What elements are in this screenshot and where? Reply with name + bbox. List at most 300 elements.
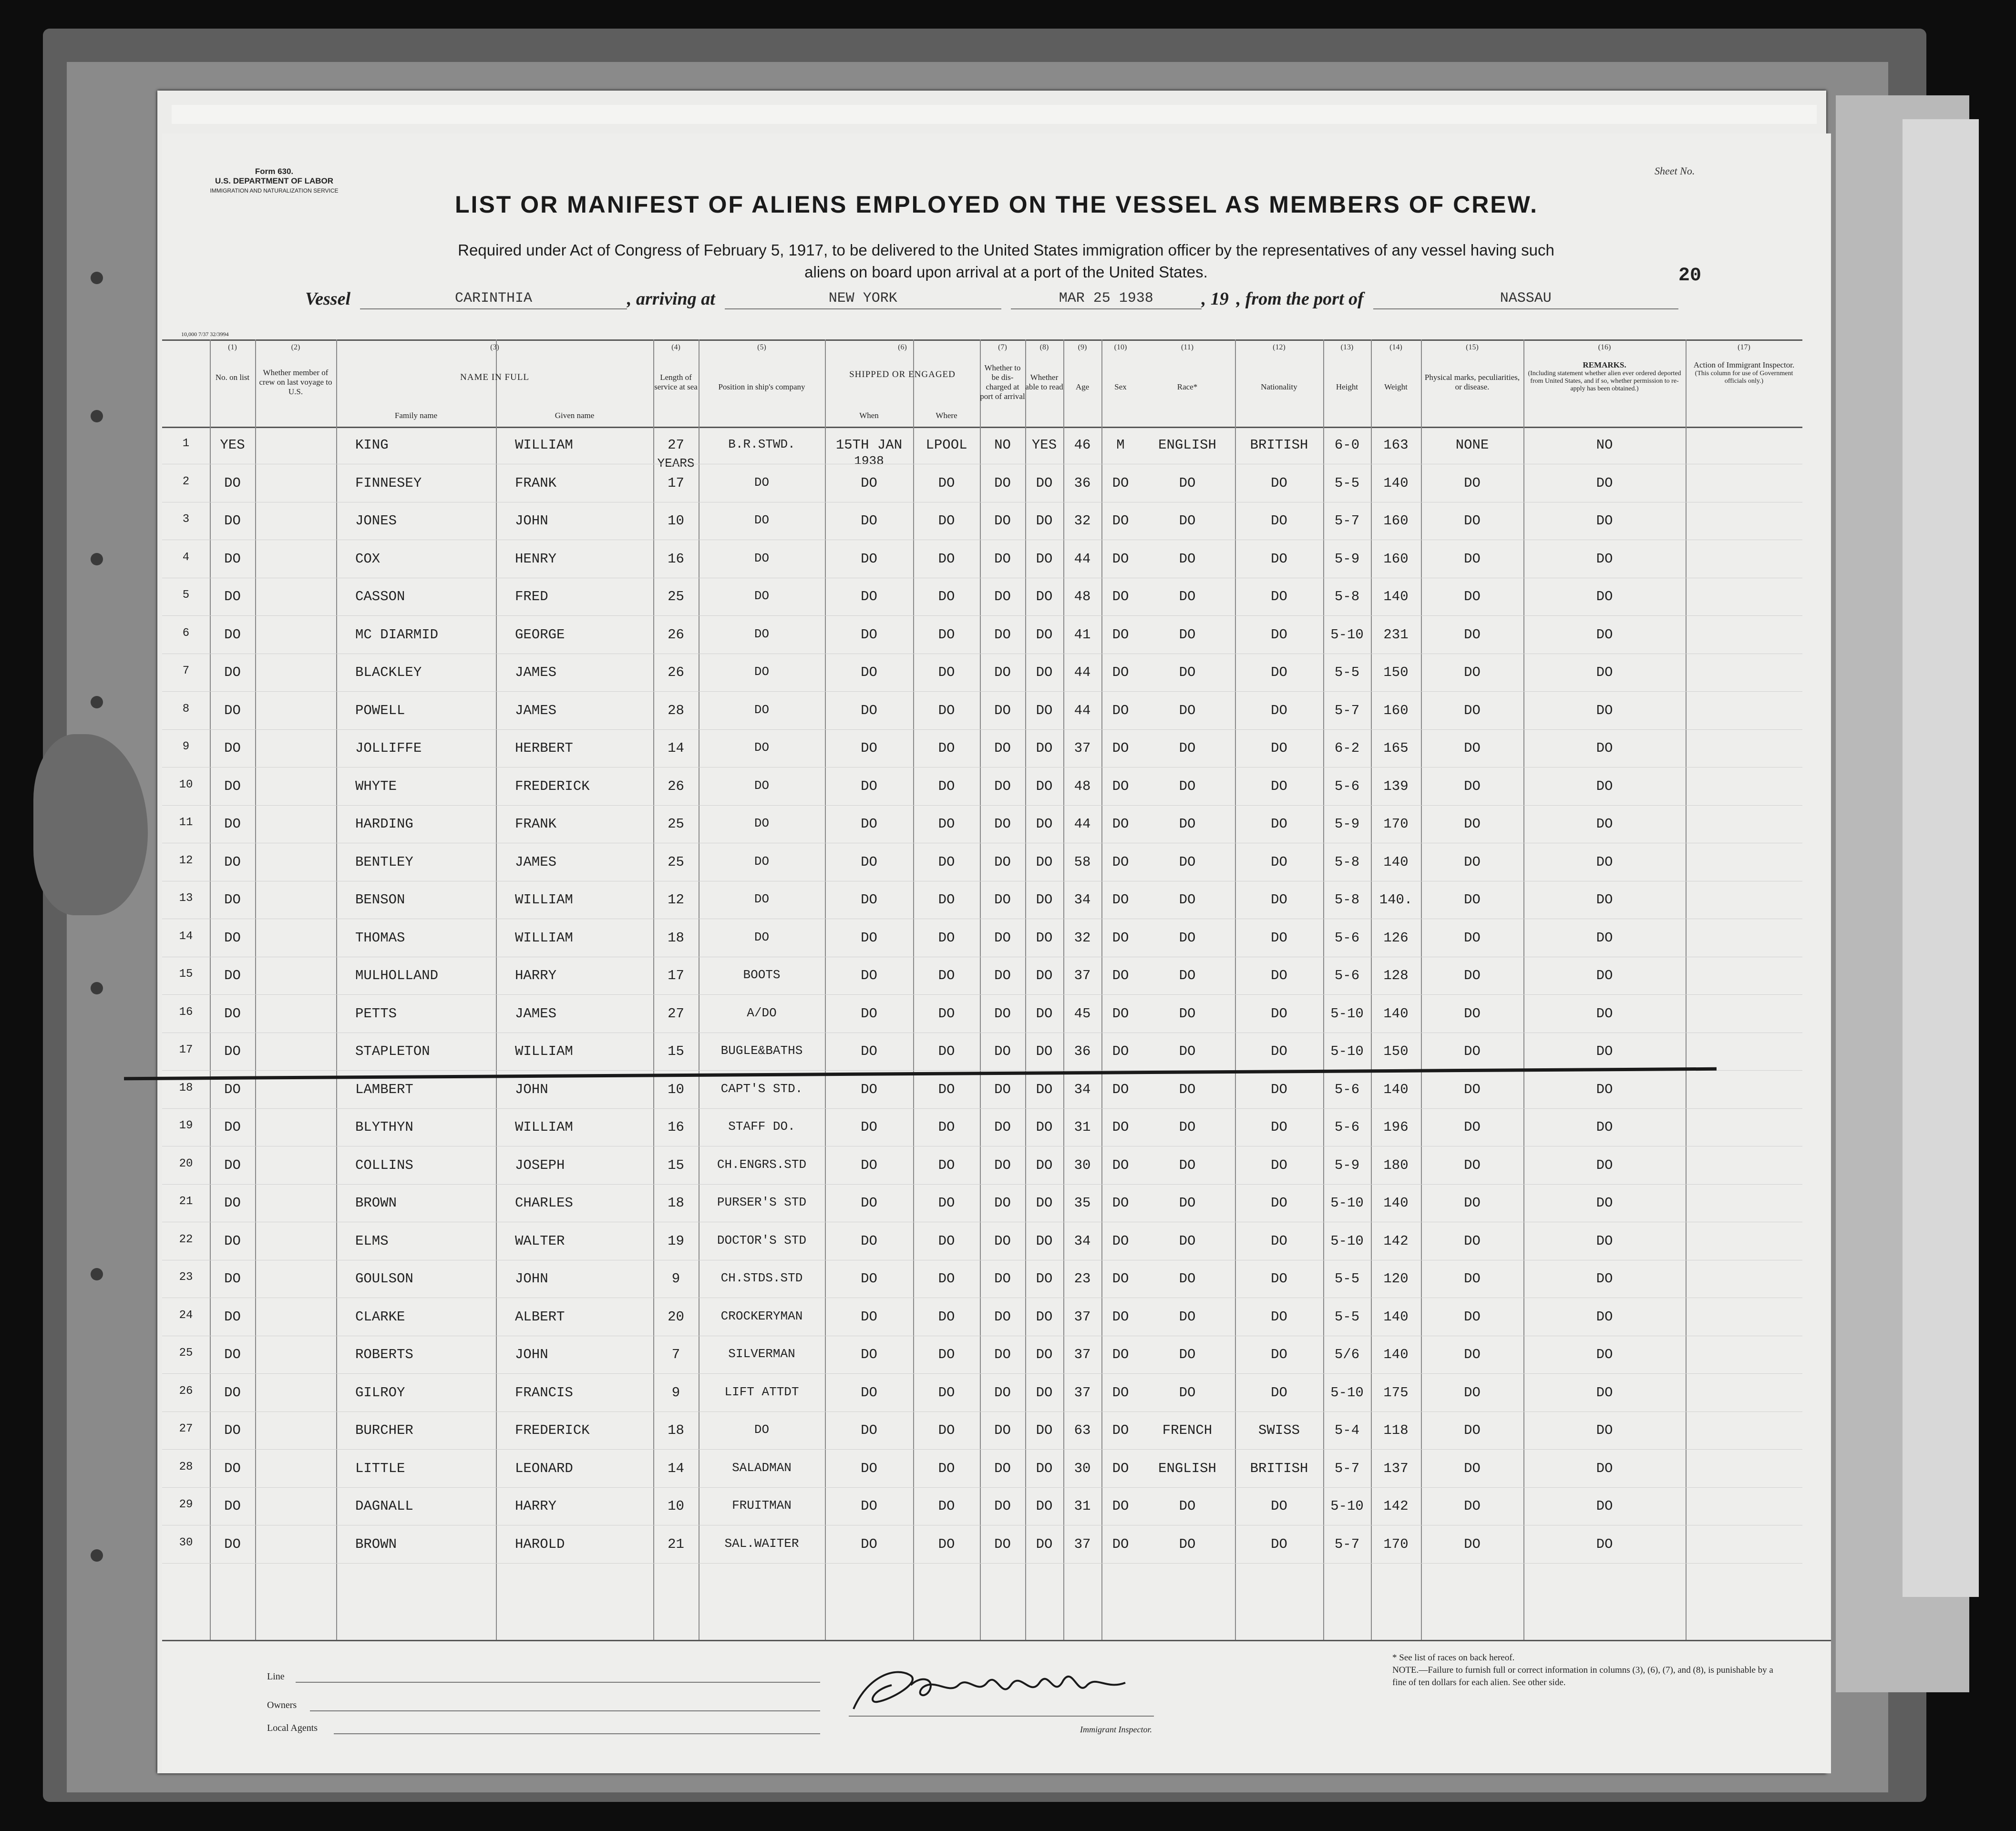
when-cell: DO — [861, 1422, 877, 1438]
race-cell: DO — [1179, 589, 1196, 604]
read-cell: DO — [1036, 1309, 1053, 1325]
service-name: IMMIGRATION AND NATURALIZATION SERVICE — [210, 187, 339, 194]
year-1938-marker: 1938 — [854, 454, 884, 468]
vessel-name: CARINTHIA — [360, 290, 627, 309]
where-cell: DO — [938, 930, 955, 946]
given-name-cell: FREDERICK — [515, 778, 590, 794]
row-number: 9 — [182, 740, 190, 753]
row-number: 30 — [179, 1536, 193, 1549]
weight-cell: 140 — [1383, 1005, 1409, 1022]
read-cell: DO — [1036, 930, 1053, 946]
nationality-cell: DO — [1271, 513, 1287, 529]
where-cell: DO — [938, 1195, 955, 1211]
race-cell: DO — [1179, 1271, 1196, 1287]
physical-cell: DO — [1464, 1536, 1481, 1552]
nationality-cell: DO — [1271, 475, 1287, 491]
length-cell: 10 — [668, 1081, 684, 1097]
position-cell: CH.ENGRS.STD — [717, 1157, 807, 1172]
col-header-family: Family name — [394, 411, 438, 420]
member-cell: DO — [224, 1384, 241, 1401]
position-cell: CAPT'S STD. — [720, 1081, 803, 1096]
physical-cell: DO — [1464, 1195, 1481, 1211]
action-title: Action of Immigrant Inspector. — [1693, 360, 1795, 369]
sex-cell: DO — [1112, 1233, 1129, 1249]
age-cell: 36 — [1074, 475, 1091, 491]
col-header-member: Whether member of crew on last voyage to U.S. — [259, 368, 332, 396]
when-cell: DO — [861, 854, 877, 870]
remarks-cell: DO — [1596, 626, 1613, 643]
col-header-read: Whether able to read — [1025, 373, 1063, 391]
col-num: (6) — [898, 343, 907, 351]
nationality-cell: DO — [1271, 892, 1287, 908]
weight-cell: 160 — [1383, 513, 1409, 529]
given-name-cell: JOHN — [515, 1081, 548, 1097]
member-cell: DO — [224, 1536, 241, 1552]
length-cell: 28 — [668, 702, 684, 718]
height-cell: 5-6 — [1334, 1081, 1360, 1097]
age-cell: 45 — [1074, 1005, 1091, 1022]
remarks-cell: DO — [1596, 1271, 1613, 1287]
read-cell: DO — [1036, 1460, 1053, 1476]
nationality-cell: DO — [1271, 1271, 1287, 1287]
physical-cell: DO — [1464, 475, 1481, 491]
years-marker: YEARS — [657, 456, 695, 471]
weight-cell: 139 — [1383, 778, 1409, 794]
age-cell: 32 — [1074, 513, 1091, 529]
physical-cell: DO — [1464, 1384, 1481, 1401]
family-name-cell: COX — [355, 551, 381, 567]
sex-cell: DO — [1112, 1157, 1129, 1173]
race-cell: DO — [1179, 626, 1196, 643]
remarks-note: (Including statement whether alien ever ordered deported from United States, and if so, whether permission to re-apply has been obtained.) — [1528, 370, 1681, 392]
binder-hole — [91, 696, 103, 708]
nationality-cell: DO — [1271, 1119, 1287, 1135]
where-cell: DO — [938, 1119, 955, 1135]
crew-table — [162, 339, 1802, 1641]
read-cell: DO — [1036, 665, 1053, 680]
col-header-race: Race* — [1177, 382, 1198, 391]
length-cell: 25 — [668, 589, 684, 604]
nationality-cell: DO — [1271, 551, 1287, 567]
table-row — [162, 806, 1802, 843]
position-cell: DO — [754, 778, 770, 793]
sex-cell: DO — [1112, 513, 1129, 529]
sex-cell: DO — [1112, 1460, 1129, 1476]
remarks-cell: DO — [1596, 702, 1613, 718]
binder-hole — [91, 410, 103, 422]
col-num: (9) — [1078, 343, 1087, 351]
sex-cell: DO — [1112, 740, 1129, 756]
weight-cell: 142 — [1383, 1498, 1409, 1514]
length-cell: 17 — [668, 475, 684, 491]
race-cell: DO — [1179, 854, 1196, 870]
height-cell: 5-10 — [1330, 626, 1364, 643]
given-name-cell: CHARLES — [515, 1195, 573, 1211]
when-cell: DO — [861, 1081, 877, 1097]
given-name-cell: WILLIAM — [515, 1043, 573, 1059]
read-cell: DO — [1036, 475, 1053, 491]
race-cell: DO — [1179, 892, 1196, 908]
col-num: (13) — [1340, 343, 1354, 351]
discharged-cell: DO — [994, 665, 1011, 680]
col-num: (5) — [757, 343, 766, 351]
local-agents-label: Local Agents — [267, 1723, 318, 1733]
height-cell: 5-10 — [1330, 1384, 1364, 1401]
discharged-cell: DO — [994, 1309, 1011, 1325]
discharged-cell: DO — [994, 1422, 1011, 1438]
table-row — [162, 692, 1802, 730]
row-number: 1 — [182, 437, 190, 450]
col-header-shipped: SHIPPED OR ENGAGED — [849, 369, 956, 379]
physical-cell: DO — [1464, 551, 1481, 567]
nationality-cell: DO — [1271, 1233, 1287, 1249]
height-cell: 5-6 — [1334, 1119, 1360, 1135]
binder-hole — [91, 1549, 103, 1562]
where-cell: DO — [938, 1347, 955, 1362]
row-number: 18 — [179, 1081, 193, 1095]
binder-hole — [91, 982, 103, 994]
when-cell: DO — [861, 513, 877, 529]
given-name-cell: WILLIAM — [515, 1119, 573, 1135]
length-cell: 18 — [668, 1195, 684, 1211]
discharged-cell: DO — [994, 1347, 1011, 1362]
discharged-cell: DO — [994, 475, 1011, 491]
discharged-cell: DO — [994, 513, 1011, 529]
discharged-cell: DO — [994, 968, 1011, 983]
discharged-cell: DO — [994, 1043, 1011, 1059]
binder-hole — [91, 272, 103, 284]
height-cell: 6-0 — [1334, 437, 1360, 453]
given-name-cell: HAROLD — [515, 1536, 565, 1552]
age-cell: 63 — [1074, 1422, 1091, 1438]
position-cell: CROCKERYMAN — [720, 1309, 803, 1323]
remarks-cell: DO — [1596, 1384, 1613, 1401]
member-cell: DO — [224, 702, 241, 718]
print-code: 10,000 7/37 32/3994 — [181, 331, 229, 338]
given-name-cell: WILLIAM — [515, 892, 573, 908]
age-cell: 46 — [1074, 437, 1091, 453]
physical-cell: DO — [1464, 1081, 1481, 1097]
given-name-cell: HARRY — [515, 1498, 557, 1514]
discharged-cell: DO — [994, 892, 1011, 908]
physical-cell: DO — [1464, 892, 1481, 908]
age-cell: 31 — [1074, 1498, 1091, 1514]
read-cell: DO — [1036, 1271, 1053, 1287]
nationality-cell: DO — [1271, 1384, 1287, 1401]
given-name-cell: JOHN — [515, 513, 548, 529]
position-cell: A/DO — [747, 1005, 777, 1020]
document-subtitle — [334, 239, 1678, 283]
col-num: (2) — [291, 343, 300, 351]
length-cell: 9 — [671, 1271, 680, 1287]
subtitle-line-1: Required under Act of Congress of February 5, 1917, to be delivered to the United States immigration officer by the representatives of any vessel having such — [458, 241, 1554, 259]
nationality-cell: DO — [1271, 1081, 1287, 1097]
member-cell: DO — [224, 1157, 241, 1173]
position-cell: DO — [754, 551, 770, 565]
age-cell: 37 — [1074, 1309, 1091, 1325]
where-cell: DO — [938, 665, 955, 680]
member-cell: DO — [224, 1195, 241, 1211]
family-name-cell: COLLINS — [355, 1157, 413, 1173]
col-header-no: No. on list — [215, 373, 250, 382]
col-header-sex: Sex — [1114, 382, 1127, 391]
col-header-action — [1686, 360, 1802, 385]
race-cell: DO — [1179, 513, 1196, 529]
when-cell: DO — [861, 665, 877, 680]
weight-cell: 160 — [1383, 702, 1409, 718]
weight-cell: 140 — [1383, 589, 1409, 604]
when-cell: DO — [861, 702, 877, 718]
sex-cell: DO — [1112, 1309, 1129, 1325]
given-name-cell: FRANCIS — [515, 1384, 573, 1401]
position-cell: DO — [754, 513, 770, 527]
col-header-given: Given name — [555, 411, 595, 420]
family-name-cell: KING — [355, 437, 389, 453]
arrival-date: MAR 25 1938 — [1011, 290, 1202, 309]
discharged-cell: DO — [994, 816, 1011, 832]
remarks-cell: DO — [1596, 1347, 1613, 1362]
where-cell: DO — [938, 1233, 955, 1249]
length-cell: 20 — [668, 1309, 684, 1325]
member-cell: DO — [224, 1271, 241, 1287]
nationality-cell: DO — [1271, 816, 1287, 832]
age-cell: 30 — [1074, 1460, 1091, 1476]
action-note: (This column for use of Government officials only.) — [1695, 370, 1793, 385]
where-cell: DO — [938, 816, 955, 832]
row-number: 8 — [182, 702, 190, 716]
sex-cell: DO — [1112, 1347, 1129, 1362]
weight-cell: 231 — [1383, 626, 1409, 643]
physical-cell: DO — [1464, 702, 1481, 718]
row-number: 2 — [182, 475, 190, 488]
table-row — [162, 541, 1802, 578]
nationality-cell: DO — [1271, 854, 1287, 870]
length-cell: 16 — [668, 551, 684, 567]
when-cell: DO — [861, 1347, 877, 1362]
row-number: 16 — [179, 1005, 193, 1019]
col-header-height: Height — [1336, 382, 1358, 391]
age-cell: 37 — [1074, 968, 1091, 983]
length-cell: 15 — [668, 1157, 684, 1173]
where-cell: DO — [938, 551, 955, 567]
age-cell: 48 — [1074, 589, 1091, 604]
when-cell: DO — [861, 740, 877, 756]
row-number: 4 — [182, 551, 190, 564]
where-cell: DO — [938, 892, 955, 908]
weight-cell: 150 — [1383, 665, 1409, 680]
weight-cell: 128 — [1383, 968, 1409, 983]
family-name-cell: BLYTHYN — [355, 1119, 413, 1135]
discharged-cell: NO — [994, 437, 1011, 453]
sex-cell: DO — [1112, 475, 1129, 491]
nationality-cell: DO — [1271, 1005, 1287, 1022]
col-header-remarks — [1523, 360, 1686, 393]
col-num: (3) — [490, 343, 499, 351]
when-cell: DO — [861, 1498, 877, 1514]
col-header-nationality: Nationality — [1261, 382, 1297, 391]
member-cell: DO — [224, 626, 241, 643]
row-number: 6 — [182, 626, 190, 640]
race-cell: DO — [1179, 1119, 1196, 1135]
read-cell: DO — [1036, 1157, 1053, 1173]
where-cell: DO — [938, 968, 955, 983]
read-cell: DO — [1036, 1422, 1053, 1438]
length-cell: 17 — [668, 968, 684, 983]
race-cell: DO — [1179, 1498, 1196, 1514]
age-cell: 37 — [1074, 1536, 1091, 1552]
length-cell: 9 — [671, 1384, 680, 1401]
discharged-cell: DO — [994, 551, 1011, 567]
physical-cell: DO — [1464, 1498, 1481, 1514]
height-cell: 5-6 — [1334, 968, 1360, 983]
sex-cell: DO — [1112, 1384, 1129, 1401]
race-cell: DO — [1179, 1233, 1196, 1249]
weight-cell: 165 — [1383, 740, 1409, 756]
position-cell: BUGLE&BATHS — [720, 1043, 803, 1058]
height-cell: 5-8 — [1334, 892, 1360, 908]
given-name-cell: FRANK — [515, 816, 557, 832]
member-cell: DO — [224, 1043, 241, 1059]
length-cell: 27 — [668, 1005, 684, 1022]
col-num: (7) — [998, 343, 1007, 351]
given-name-cell: JOHN — [515, 1347, 548, 1362]
table-row — [162, 1488, 1802, 1525]
when-cell: DO — [861, 892, 877, 908]
weight-cell: 120 — [1383, 1271, 1409, 1287]
sex-cell: DO — [1112, 1119, 1129, 1135]
age-cell: 34 — [1074, 892, 1091, 908]
col-header-weight: Weight — [1384, 382, 1408, 391]
col-header-length: Length of service at sea — [654, 373, 698, 391]
read-cell: DO — [1036, 1498, 1053, 1514]
height-cell: 5-10 — [1330, 1005, 1364, 1022]
where-cell: LPOOL — [926, 437, 967, 453]
race-cell: DO — [1179, 740, 1196, 756]
discharged-cell: DO — [994, 1195, 1011, 1211]
physical-cell: DO — [1464, 1271, 1481, 1287]
read-cell: DO — [1036, 778, 1053, 794]
member-cell: DO — [224, 1460, 241, 1476]
race-cell: DO — [1179, 1081, 1196, 1097]
when-cell: DO — [861, 778, 877, 794]
member-cell: DO — [224, 854, 241, 870]
weight-cell: 140 — [1383, 854, 1409, 870]
given-name-cell: WILLIAM — [515, 930, 573, 946]
sex-cell: DO — [1112, 816, 1129, 832]
col-header-when: When — [859, 411, 879, 420]
read-cell: DO — [1036, 740, 1053, 756]
read-cell: DO — [1036, 589, 1053, 604]
position-cell: DO — [754, 626, 770, 641]
col-num: (10) — [1114, 343, 1127, 351]
physical-cell: DO — [1464, 1043, 1481, 1059]
member-cell: DO — [224, 1347, 241, 1362]
family-name-cell: FINNESEY — [355, 475, 422, 491]
row-number: 12 — [179, 854, 193, 867]
remarks-cell: DO — [1596, 854, 1613, 870]
row-number: 7 — [182, 665, 190, 677]
length-cell: 10 — [668, 513, 684, 529]
given-name-cell: FRED — [515, 589, 548, 604]
remarks-cell: DO — [1596, 930, 1613, 946]
race-cell: DO — [1179, 551, 1196, 567]
nationality-cell: DO — [1271, 1043, 1287, 1059]
weight-cell: 196 — [1383, 1119, 1409, 1135]
discharged-cell: DO — [994, 1460, 1011, 1476]
row-number: 19 — [179, 1119, 193, 1132]
member-cell: DO — [224, 1005, 241, 1022]
row-number: 20 — [179, 1157, 193, 1170]
where-cell: DO — [938, 1157, 955, 1173]
physical-cell: DO — [1464, 778, 1481, 794]
table-row — [162, 1185, 1802, 1222]
when-cell: DO — [861, 1384, 877, 1401]
nationality-cell: DO — [1271, 1347, 1287, 1362]
col-num: (8) — [1039, 343, 1049, 351]
physical-cell: DO — [1464, 968, 1481, 983]
subtitle-line-2: aliens on board upon arrival at a port of the United States. — [804, 263, 1208, 281]
footer-notes — [1392, 1652, 1783, 1689]
race-cell: DO — [1179, 1005, 1196, 1022]
table-row — [162, 995, 1802, 1033]
race-cell: DO — [1179, 1384, 1196, 1401]
age-cell: 41 — [1074, 626, 1091, 643]
age-cell: 31 — [1074, 1119, 1091, 1135]
sex-cell: DO — [1112, 1536, 1129, 1552]
height-cell: 5-10 — [1330, 1195, 1364, 1211]
weight-cell: 170 — [1383, 1536, 1409, 1552]
remarks-cell: DO — [1596, 1157, 1613, 1173]
sex-cell: DO — [1112, 1498, 1129, 1514]
given-name-cell: JAMES — [515, 1005, 557, 1022]
where-cell: DO — [938, 1309, 955, 1325]
height-cell: 5-5 — [1334, 475, 1360, 491]
col-header-position: Position in ship's company — [718, 382, 805, 391]
where-cell: DO — [938, 513, 955, 529]
read-cell: YES — [1031, 437, 1057, 453]
sex-cell: DO — [1112, 968, 1129, 983]
position-cell: PURSER'S STD — [717, 1195, 807, 1209]
where-cell: DO — [938, 1081, 955, 1097]
family-name-cell: HARDING — [355, 816, 413, 832]
weight-cell: 150 — [1383, 1043, 1409, 1059]
nationality-cell: DO — [1271, 665, 1287, 680]
remarks-cell: DO — [1596, 1043, 1613, 1059]
where-cell: DO — [938, 626, 955, 643]
col-num: (15) — [1466, 343, 1479, 351]
arriving-port: NEW YORK — [725, 290, 1001, 309]
where-cell: DO — [938, 589, 955, 604]
weight-cell: 137 — [1383, 1460, 1409, 1476]
when-cell: DO — [861, 1536, 877, 1552]
sex-cell: DO — [1112, 1081, 1129, 1097]
table-row — [162, 1223, 1802, 1260]
when-cell: DO — [861, 1195, 877, 1211]
remarks-cell: DO — [1596, 1422, 1613, 1438]
table-row — [162, 1336, 1802, 1374]
position-cell: SALADMAN — [732, 1460, 792, 1475]
given-name-cell: ALBERT — [515, 1309, 565, 1325]
when-cell: DO — [861, 589, 877, 604]
read-cell: DO — [1036, 1195, 1053, 1211]
family-name-cell: ELMS — [355, 1233, 389, 1249]
physical-cell: DO — [1464, 1233, 1481, 1249]
sheet-number-label: Sheet No. — [1655, 165, 1695, 177]
sex-cell: DO — [1112, 1195, 1129, 1211]
physical-cell: DO — [1464, 513, 1481, 529]
member-cell: DO — [224, 930, 241, 946]
read-cell: DO — [1036, 1347, 1053, 1362]
